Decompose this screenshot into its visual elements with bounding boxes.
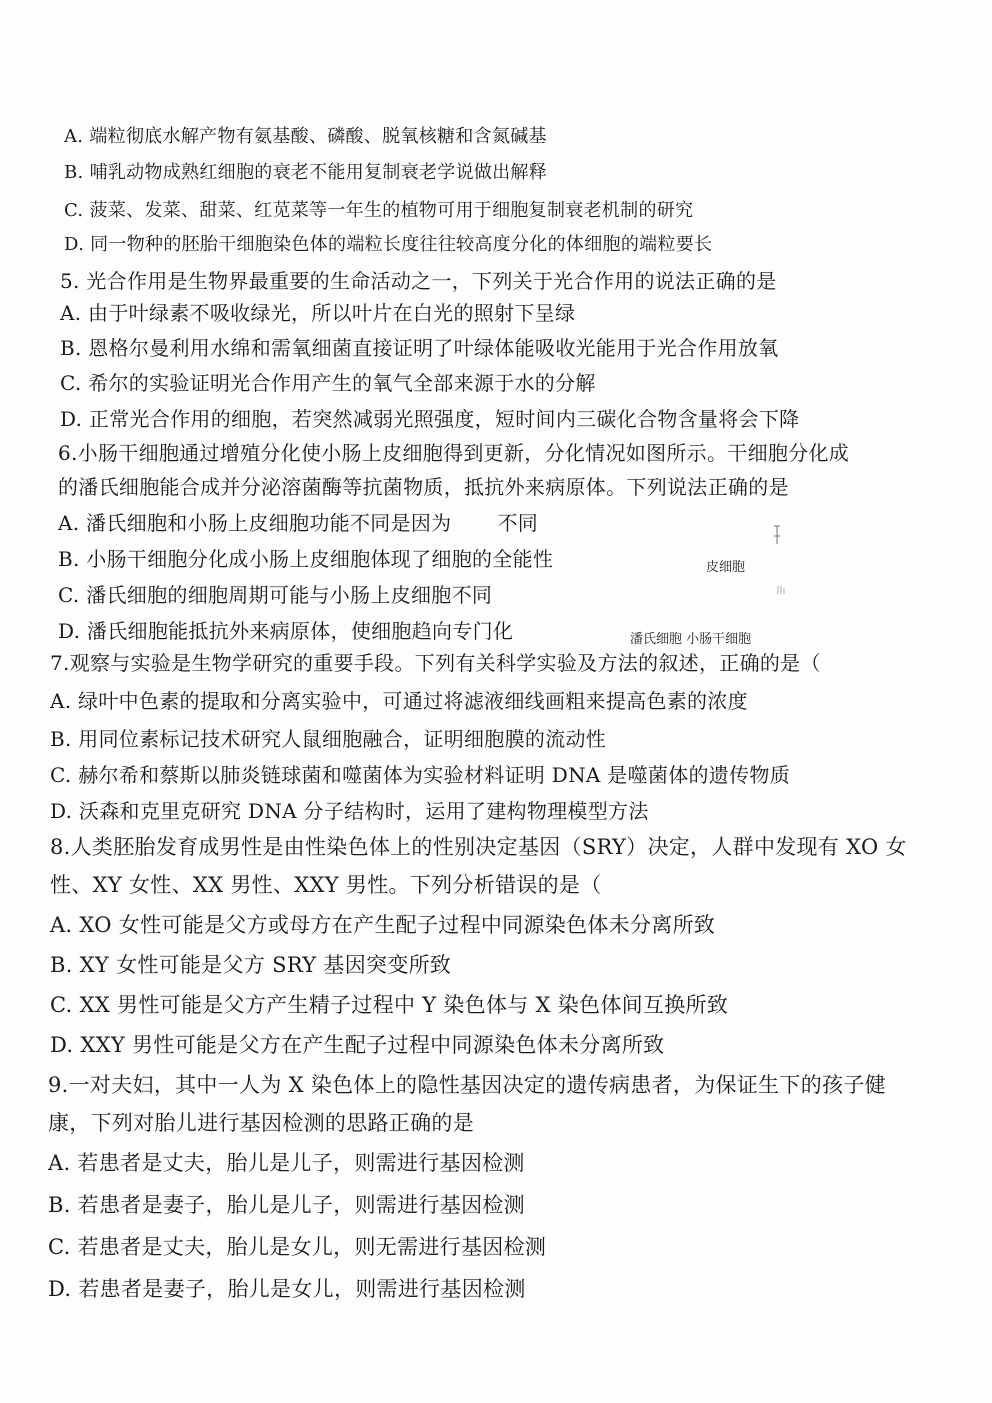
figure-fragment-mark xyxy=(772,524,782,546)
q6-option-c: C. 潘氏细胞的细胞周期可能与小肠上皮细胞不同 xyxy=(58,583,493,607)
q9-option-c: C. 若患者是丈夫，胎儿是女儿，则无需进行基因检测 xyxy=(48,1235,547,1259)
q9-option-b: B. 若患者是妻子，胎儿是儿子，则需进行基因检测 xyxy=(48,1193,525,1217)
q6-stem-line1: 6.小肠干细胞通过增殖分化使小肠上皮细胞得到更新，分化情况如图所示。干细胞分化成 xyxy=(58,441,850,465)
q4-option-b: B. 哺乳动物成熟红细胞的衰老不能用复制衰老学说做出解释 xyxy=(64,162,548,183)
q5-option-c: C. 希尔的实验证明光合作用产生的氧气全部来源于水的分解 xyxy=(60,371,596,395)
q7-option-b: B. 用同位素标记技术研究人鼠细胞融合，证明细胞膜的流动性 xyxy=(50,727,607,751)
q6-option-a-post: 不同 xyxy=(497,511,539,535)
q9-stem-line1: 9.一对夫妇，其中一人为 X 染色体上的隐性基因决定的遗传病患者，为保证生下的孩子健 xyxy=(48,1073,886,1097)
q6-option-b: B. 小肠干细胞分化成小肠上皮细胞体现了细胞的全能性 xyxy=(58,547,554,571)
q7-option-a: A. 绿叶中色素的提取和分离实验中，可通过将滤液细线画粗来提高色素的浓度 xyxy=(50,689,748,713)
q4-option-a: A. 端粒彻底水解产物有氨基酸、磷酸、脱氧核糖和含氮碱基 xyxy=(64,126,547,147)
q8-option-d: D. XXY 男性可能是父方在产生配子过程中同源染色体未分离所致 xyxy=(50,1033,665,1057)
figure-label-epithelial-cell: 皮细胞 xyxy=(706,560,746,575)
q5-option-d: D. 正常光合作用的细胞，若突然减弱光照强度，短时间内三碳化合物含量将会下降 xyxy=(60,407,800,431)
q4-option-d: D. 同一物种的胚胎干细胞染色体的端粒长度往往较高度分化的体细胞的端粒要长 xyxy=(64,234,713,255)
q7-option-c: C. 赫尔希和蔡斯以肺炎链球菌和噬菌体为实验材料证明 DNA 是噬菌体的遗传物质 xyxy=(50,763,790,787)
q9-stem-line2: 康，下列对胎儿进行基因检测的思路正确的是 xyxy=(48,1111,474,1135)
q6-option-a xyxy=(58,510,538,536)
q7-stem: 7.观察与实验是生物学研究的重要手段。下列有关科学实验及方法的叙述，正确的是（ xyxy=(50,651,821,675)
q5-stem: 5. 光合作用是生物界最重要的生命活动之一，下列关于光合作用的说法正确的是 xyxy=(60,269,777,293)
q8-option-c: C. XX 男性可能是父方产生精子过程中 Y 染色体与 X 染色体间互换所致 xyxy=(50,993,729,1017)
q9-option-a: A. 若患者是丈夫，胎儿是儿子，则需进行基因检测 xyxy=(48,1151,525,1175)
q6-stem-line2: 的潘氏细胞能合成并分泌溶菌酶等抗菌物质，抵抗外来病原体。下列说法正确的是 xyxy=(58,475,789,499)
q4-option-c: C. 菠菜、发菜、甜菜、红苋菜等一年生的植物可用于细胞复制衰老机制的研究 xyxy=(64,200,694,221)
q6-option-d: D. 潘氏细胞能抵抗外来病原体，使细胞趋向专门化 xyxy=(58,619,514,643)
q5-option-b: B. 恩格尔曼利用水绵和需氧细菌直接证明了叶绿体能吸收光能用于光合作用放氧 xyxy=(60,336,779,360)
q9-option-d: D. 若患者是妻子，胎儿是女儿，则需进行基因检测 xyxy=(48,1277,526,1301)
q6-option-a-pre: A. 潘氏细胞和小肠上皮细胞功能不同是因为 xyxy=(58,511,452,535)
q8-option-a: A. XO 女性可能是父方或母方在产生配子过程中同源染色体未分离所致 xyxy=(50,913,716,937)
q5-option-a: A. 由于叶绿素不吸收绿光，所以叶片在白光的照射下呈绿 xyxy=(60,301,576,325)
q7-option-d: D. 沃森和克里克研究 DNA 分子结构时，运用了建构物理模型方法 xyxy=(50,799,649,823)
figure-fragment-mark-2 xyxy=(776,584,786,596)
q8-option-b: B. XY 女性可能是父方 SRY 基因突变所致 xyxy=(50,953,452,977)
q8-stem-line1: 8.人类胚胎发育成男性是由性染色体上的性别决定基因（SRY）决定，人群中发现有 XO 女 xyxy=(50,835,907,859)
figure-label-paneth-and-stem-cell: 潘氏细胞 小肠干细胞 xyxy=(630,632,752,647)
q8-stem-line2: 性、XY 女性、XX 男性、XXY 男性。下列分析错误的是（ xyxy=(50,873,602,897)
